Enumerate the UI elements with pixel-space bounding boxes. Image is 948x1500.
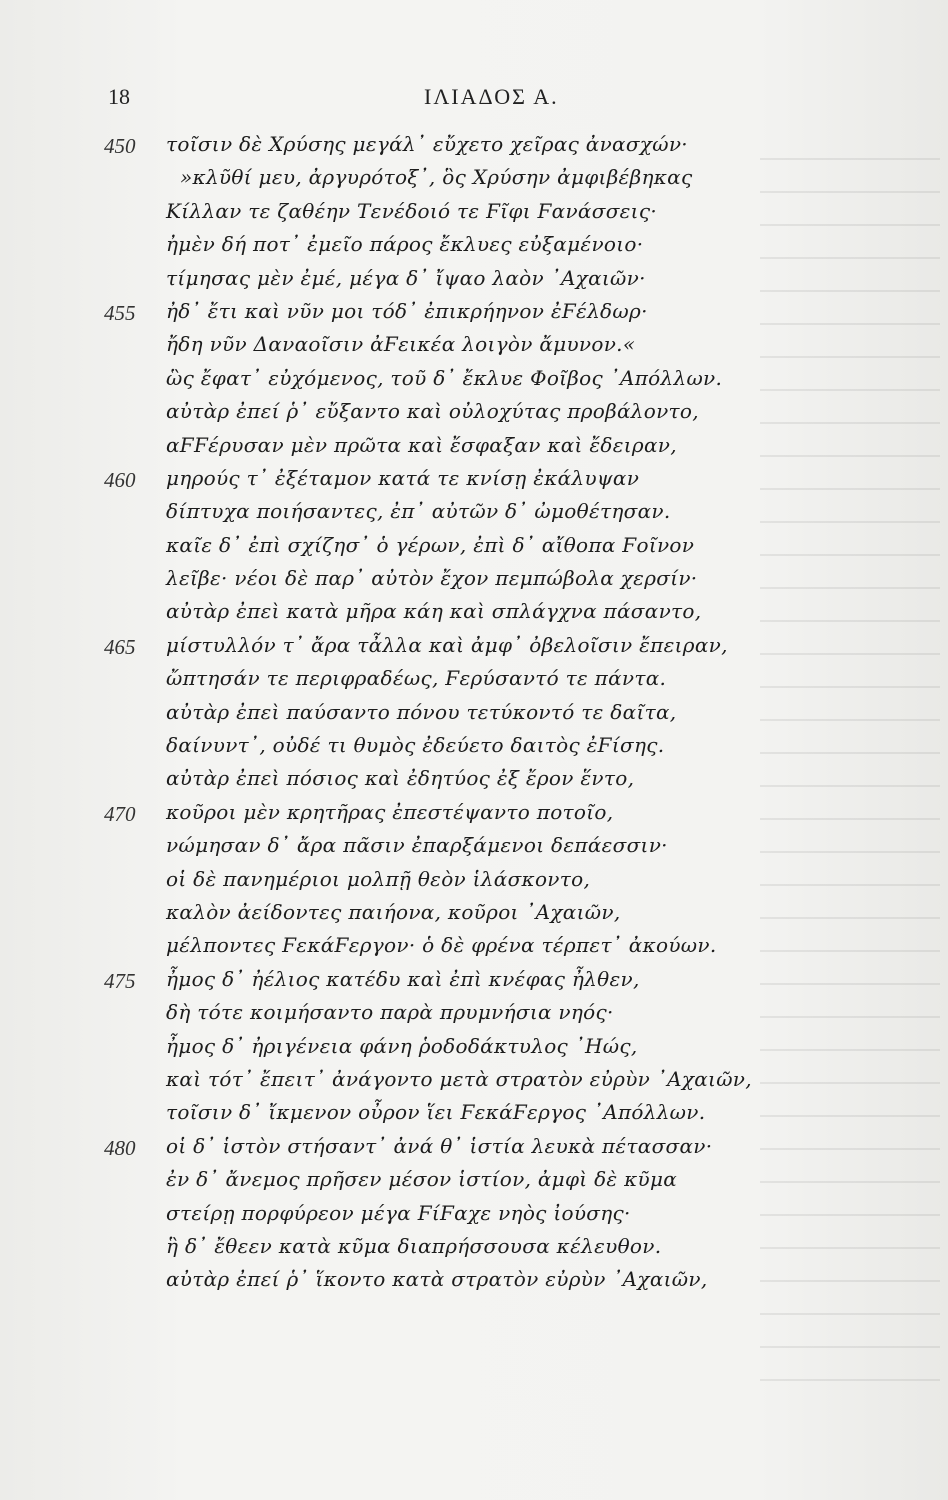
verse-line <box>0 332 948 365</box>
verse-text: ἦμος δ᾽ ἠριγένεια φάνη ῥοδοδάκτυλος ᾿Ηώς, <box>166 1033 638 1058</box>
verse-line <box>0 433 948 466</box>
running-title: ΙΛΙΑΔΟΣ Α. <box>424 84 559 109</box>
verse-text: ἦμος δ᾽ ἠέλιος κατέδυ καὶ ἐπὶ κνέφας ἦλθεν, <box>166 966 640 991</box>
verse-line <box>0 1267 948 1300</box>
verse-text: αὐτὰρ ἐπεί ῥ᾽ εὔξαντο καὶ οὐλοχύτας προβάλοντο, <box>166 399 699 424</box>
verse-text: αὐτὰρ ἐπεὶ κατὰ μῆρα κάη καὶ σπλάγχνα πάσαντο, <box>166 599 702 624</box>
verse-line <box>0 232 948 265</box>
verse-text: μηρούς τ᾽ ἐξέταμον κατά τε κνίσῃ ἐκάλυψαν <box>166 465 640 490</box>
verse-text: αὐτὰρ ἐπεὶ πόσιος καὶ ἐδητύος ἐξ ἔρον ἕντο, <box>166 766 635 791</box>
verse-text: αὐτὰρ ἐπεὶ παύσαντο πόνου τετύκοντό τε δαῖτα, <box>166 699 677 724</box>
verse-line <box>0 733 948 766</box>
verse-line <box>0 933 948 966</box>
line-number: 465 <box>104 634 136 659</box>
verse-text: νώμησαν δ᾽ ἄρα πᾶσιν ἐπαρξάμενοι δεπάεσσιν· <box>166 833 668 858</box>
verse-text: ἤδη νῦν Δαναοῖσιν ἀϜεικέα λοιγὸν ἄμυνον.« <box>166 332 636 357</box>
verse-text: ὤπτησάν τε περιφραδέως, Ϝερύσαντό τε πάντα. <box>166 666 667 691</box>
verse-text: δαίνυντ᾽, οὐδέ τι θυμὸς ἐδεύετο δαιτὸς ἐϜίσης. <box>166 733 665 758</box>
line-number: 480 <box>104 1135 136 1160</box>
verse-line <box>0 132 948 165</box>
verse-line <box>0 399 948 432</box>
verse-text: ἐν δ᾽ ἄνεμος πρῆσεν μέσον ἱστίον, ἀμφὶ δὲ κῦμα <box>166 1167 678 1192</box>
verse-line <box>0 700 948 733</box>
verse-line <box>0 867 948 900</box>
verse-text: οἱ δὲ πανημέριοι μολπῇ θεὸν ἱλάσκοντο, <box>166 866 591 891</box>
verse-text: στείρῃ πορφύρεον μέγα ϜίϜαχε νηὸς ἰούσης· <box>166 1200 631 1225</box>
verse-line <box>0 566 948 599</box>
verse-line <box>0 1067 948 1100</box>
verse-line <box>0 967 948 1000</box>
verse-line <box>0 1134 948 1167</box>
verse-text: κοῦροι μὲν κρητῆρας ἐπεστέψαντο ποτοῖο, <box>166 799 614 824</box>
verse-line <box>0 1234 948 1267</box>
verse-line <box>0 299 948 332</box>
verse-text: μίστυλλόν τ᾽ ἄρα τἆλλα καὶ ἀμφ᾽ ὀβελοῖσιν ἔπειραν, <box>166 632 728 657</box>
verse-line <box>0 466 948 499</box>
line-number: 475 <box>104 968 136 993</box>
verse-line <box>0 1100 948 1133</box>
page-number: 18 <box>108 84 130 109</box>
verse-line <box>0 1000 948 1033</box>
verse-text: αὐτὰρ ἐπεί ῥ᾽ ἵκοντο κατὰ στρατὸν εὐρὺν ᾿Αχαιῶν, <box>166 1267 708 1292</box>
verse-line <box>0 633 948 666</box>
line-number: 450 <box>104 134 136 158</box>
verse-line <box>0 165 948 198</box>
verse-text: καλὸν ἀείδοντες παιήονα, κοῦροι ᾿Αχαιῶν, <box>166 899 621 924</box>
verse-line <box>0 533 948 566</box>
verse-text: λεῖβε· νέοι δὲ παρ᾽ αὐτὸν ἔχον πεμπώβολα χερσίν· <box>166 566 698 591</box>
verse-block <box>0 132 948 1301</box>
verse-text: δὴ τότε κοιμήσαντο παρὰ πρυμνήσια νηός· <box>166 1000 614 1025</box>
verse-line <box>0 599 948 632</box>
verse-text: μέλποντες ϜεκάϜεργον· ὁ δὲ φρένα τέρπετ᾽ ἀκούων. <box>166 933 717 958</box>
verse-line <box>0 1034 948 1067</box>
verse-line <box>0 1201 948 1234</box>
page-header <box>0 84 948 114</box>
verse-text: αϜϜέρυσαν μὲν πρῶτα καὶ ἔσφαξαν καὶ ἔδειραν, <box>166 432 677 457</box>
verse-text: οἱ δ᾽ ἱστὸν στήσαντ᾽ ἀνά θ᾽ ἱστία λευκὰ πέτασσαν· <box>166 1133 713 1158</box>
verse-line <box>0 766 948 799</box>
verse-line <box>0 800 948 833</box>
line-number: 460 <box>104 467 136 492</box>
verse-text: καὶ τότ᾽ ἔπειτ᾽ ἀνάγοντο μετὰ στρατὸν εὐρὺν ᾿Αχαιῶν, <box>166 1066 752 1091</box>
verse-text: ὣς ἔφατ᾽ εὐχόμενος, τοῦ δ᾽ ἔκλυε Φοῖβος ᾿Απόλλων. <box>166 365 723 390</box>
verse-text: ἠδ᾽ ἔτι καὶ νῦν μοι τόδ᾽ ἐπικρήηνον ἐϜέλδωρ· <box>166 298 648 323</box>
verse-text: καῖε δ᾽ ἐπὶ σχίζησ᾽ ὁ γέρων, ἐπὶ δ᾽ αἴθοπα Ϝοῖνον <box>166 532 695 557</box>
verse-line <box>0 666 948 699</box>
line-number: 455 <box>104 300 136 325</box>
verse-line <box>0 900 948 933</box>
verse-text: ἠμὲν δή ποτ᾽ ἐμεῖο πάρος ἔκλυες εὐξαμένοιο· <box>166 232 644 257</box>
verse-text: »κλῦθί μευ, ἀργυρότοξ᾽, ὃς Χρύσην ἀμφιβέβηκας <box>180 165 693 190</box>
verse-text: δίπτυχα ποιήσαντες, ἐπ᾽ αὐτῶν δ᾽ ὠμοθέτησαν. <box>166 499 671 524</box>
verse-text: Κίλλαν τε ζαθέην Τενέδοιό τε Ϝῖφι Ϝανάσσεις· <box>166 198 657 223</box>
verse-text: ἣ δ᾽ ἔθεεν κατὰ κῦμα διαπρήσσουσα κέλευθον. <box>166 1233 662 1258</box>
verse-line <box>0 199 948 232</box>
line-number: 470 <box>104 801 136 826</box>
verse-line <box>0 1167 948 1200</box>
verse-line <box>0 266 948 299</box>
verse-text: τοῖσιν δὲ Χρύσης μεγάλ᾽ εὔχετο χεῖρας ἀνασχών· <box>166 132 688 156</box>
verse-line <box>0 833 948 866</box>
verse-text: τίμησας μὲν ἐμέ, μέγα δ᾽ ἴψαο λαὸν ᾿Αχαιῶν· <box>166 265 646 290</box>
verse-line <box>0 499 948 532</box>
verse-text: τοῖσιν δ᾽ ἴκμενον οὖρον ἵει ϜεκάϜεργος ᾿Απόλλων. <box>166 1100 706 1125</box>
verse-line <box>0 366 948 399</box>
